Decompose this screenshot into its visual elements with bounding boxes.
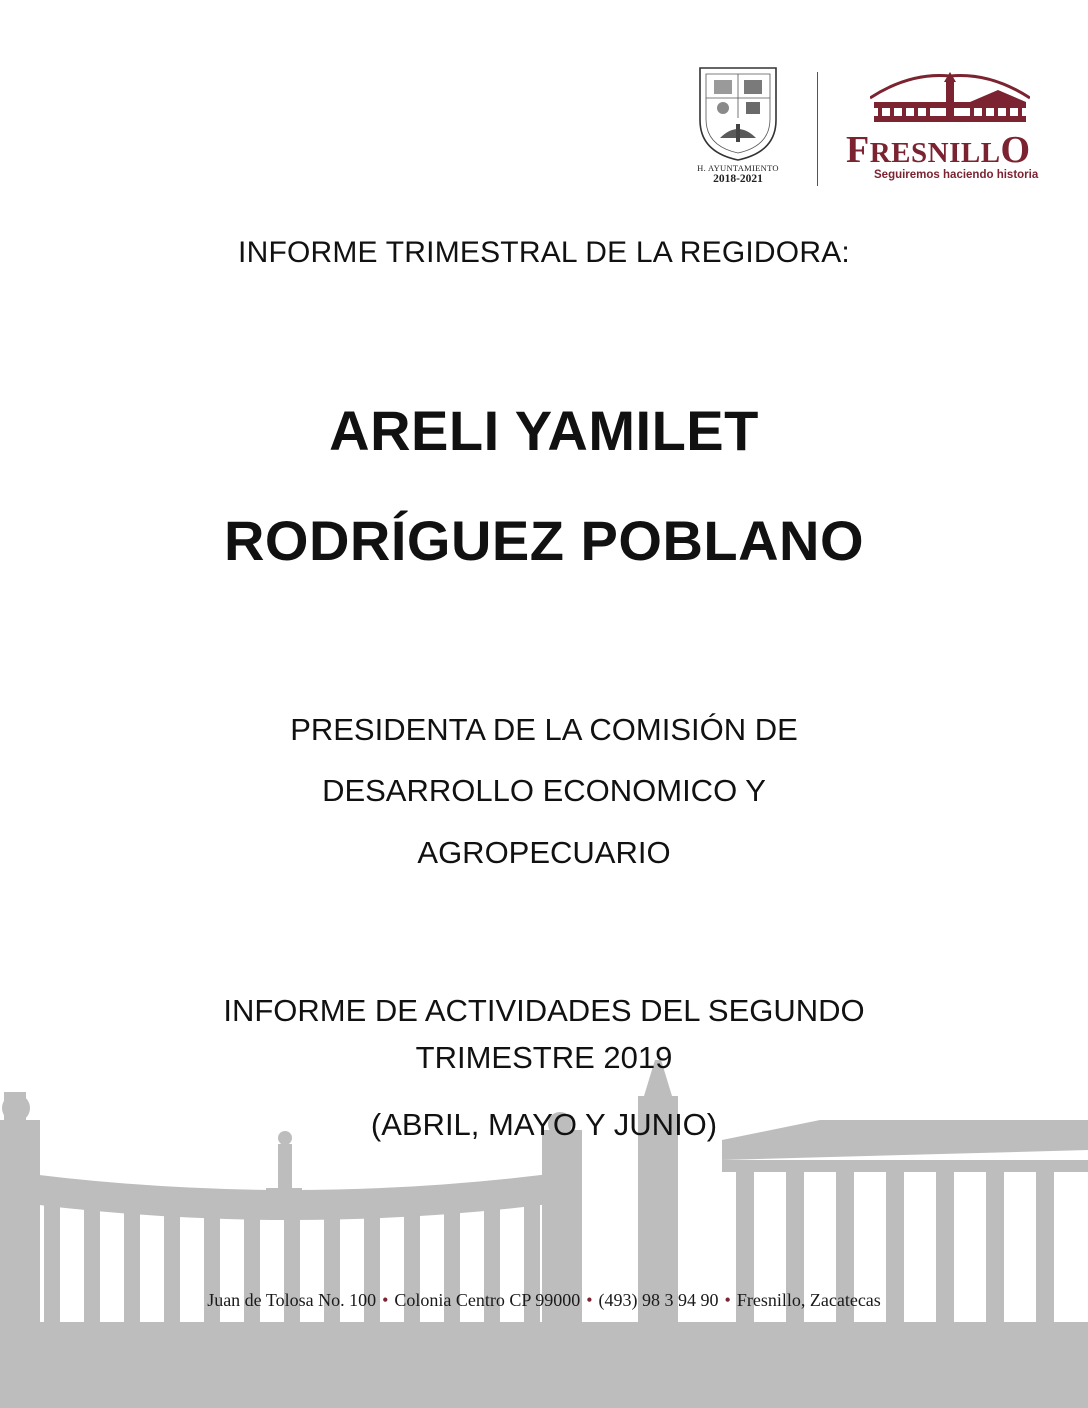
period-line-1: INFORME DE ACTIVIDADES DEL SEGUNDO: [223, 993, 865, 1028]
crest-years-text: 2018-2021: [713, 173, 763, 185]
footer-address: [0, 1290, 1088, 1311]
fresnillo-skyline-icon: [870, 68, 1030, 126]
period-line-2: TRIMESTRE 2019: [415, 1040, 673, 1075]
address-street: Juan de Tolosa No. 100: [207, 1290, 377, 1310]
councilor-name-line-2: RODRÍGUEZ POBLANO: [223, 509, 865, 572]
bullet-separator: •: [586, 1290, 593, 1310]
address-colonia: Colonia Centro CP 99000: [394, 1290, 581, 1310]
bullet-separator: •: [724, 1290, 731, 1310]
coat-of-arms-icon: [690, 62, 786, 190]
logo-divider: [817, 72, 818, 186]
period-line-3: (ABRIL, MAYO Y JUNIO): [370, 1107, 718, 1142]
address-city: Fresnillo, Zacatecas: [736, 1290, 881, 1310]
brand-tagline: Seguiremos haciendo historia: [874, 169, 1039, 181]
bullet-separator: •: [382, 1290, 389, 1310]
brand-name: FRESNILLO: [846, 129, 1031, 171]
role-line-1: PRESIDENTA DE LA COMISIÓN DE: [290, 712, 798, 747]
councilor-name-line-1: ARELI YAMILET: [329, 399, 759, 462]
fresnillo-brand-logo: [846, 68, 1060, 188]
role-line-2: DESARROLLO ECONOMICO Y: [322, 773, 766, 808]
role-line-3: AGROPECUARIO: [417, 835, 671, 870]
crest-caption-text: H. AYUNTAMIENTO: [697, 163, 779, 173]
address-phone: (493) 98 3 94 90: [598, 1290, 719, 1310]
report-subtitle: INFORME TRIMESTRAL DE LA REGIDORA:: [238, 236, 850, 269]
header-logos: [690, 62, 1060, 192]
